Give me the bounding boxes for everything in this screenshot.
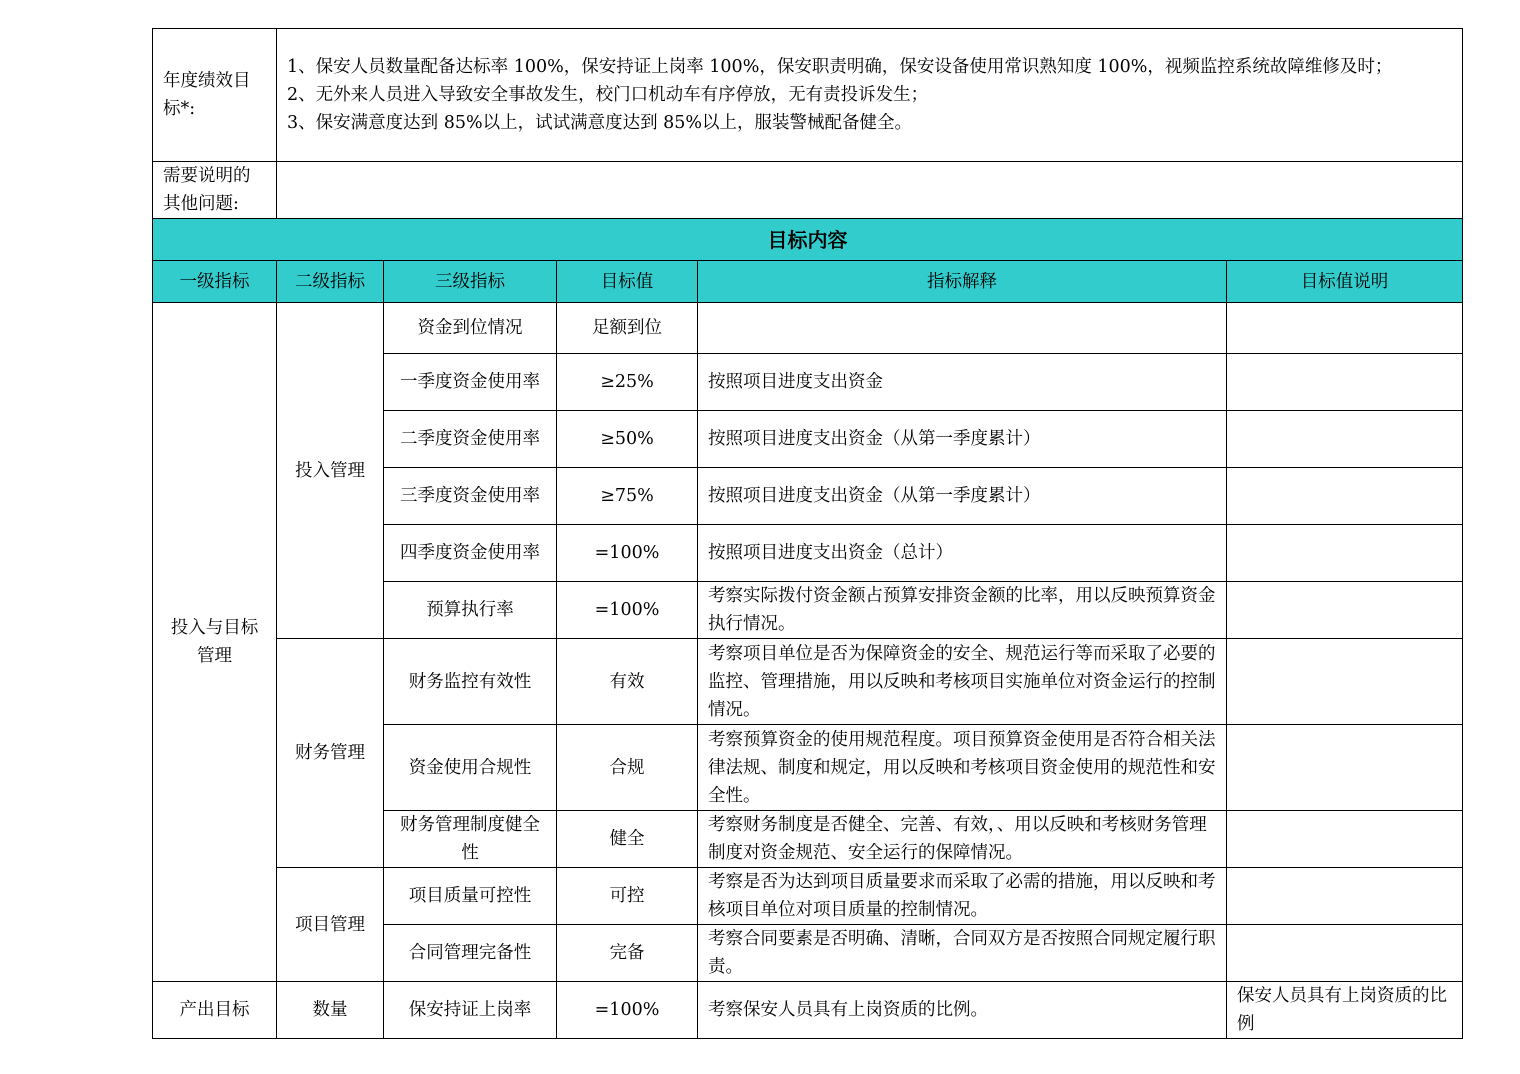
level2-input-management: 投入管理 (277, 303, 384, 639)
note-cell (1227, 468, 1463, 525)
target-cell: ≥25% (557, 354, 698, 411)
target-cell: ≥50% (557, 411, 698, 468)
explain-cell: 按照项目进度支出资金（从第一季度累计） (698, 468, 1227, 525)
annual-goal-line: 2、无外来人员进入导致安全事故发生，校门口机动车有序停放，无有责投诉发生； (287, 85, 929, 105)
target-cell: =100% (557, 525, 698, 582)
explain-cell: 按照项目进度支出资金 (698, 354, 1227, 411)
header-note: 目标值说明 (1227, 261, 1463, 303)
level3-cell: 保安持证上岗率 (384, 982, 557, 1039)
section-title: 目标内容 (153, 219, 1463, 261)
annual-goal-value (277, 29, 1463, 162)
note-cell (1227, 354, 1463, 411)
level3-cell: 一季度资金使用率 (384, 354, 557, 411)
explain-cell: 考察预算资金的使用规范程度。项目预算资金使用是否符合相关法律法规、制度和规定，用以反映和考核项目资金使用的规范性和安全性。 (698, 725, 1227, 811)
note-cell: 保安人员具有上岗资质的比例 (1227, 982, 1463, 1039)
target-cell: 合规 (557, 725, 698, 811)
level2-project-management: 项目管理 (277, 868, 384, 982)
other-issues-label: 需要说明的其他问题: (153, 162, 277, 219)
level2-finance-management: 财务管理 (277, 639, 384, 868)
level3-cell: 资金到位情况 (384, 303, 557, 354)
note-cell (1227, 411, 1463, 468)
explain-cell: 考察项目单位是否为保障资金的安全、规范运行等而采取了必要的监控、管理措施，用以反映和考核项目实施单位对资金运行的控制情况。 (698, 639, 1227, 725)
explain-cell: 考察是否为达到项目质量要求而采取了必需的措施，用以反映和考核项目单位对项目质量的控制情况。 (698, 868, 1227, 925)
performance-goal-table (152, 28, 1463, 1039)
target-cell: 完备 (557, 925, 698, 982)
header-level3: 三级指标 (384, 261, 557, 303)
level3-cell: 三季度资金使用率 (384, 468, 557, 525)
header-explain: 指标解释 (698, 261, 1227, 303)
explain-cell: 按照项目进度支出资金（从第一季度累计） (698, 411, 1227, 468)
document-page (152, 28, 1462, 1039)
annual-goal-line: 3、保安满意度达到 85%以上，试试满意度达到 85%以上，服装警械配备健全。 (287, 113, 913, 133)
annual-goal-label: 年度绩效目标*: (153, 29, 277, 162)
explain-cell (698, 303, 1227, 354)
explain-cell: 考察保安人员具有上岗资质的比例。 (698, 982, 1227, 1039)
explain-cell: 考察合同要素是否明确、清晰，合同双方是否按照合同规定履行职责。 (698, 925, 1227, 982)
level3-cell: 合同管理完备性 (384, 925, 557, 982)
note-cell (1227, 811, 1463, 868)
level3-cell: 二季度资金使用率 (384, 411, 557, 468)
note-cell (1227, 639, 1463, 725)
target-cell: =100% (557, 982, 698, 1039)
level3-cell: 财务管理制度健全性 (384, 811, 557, 868)
level3-cell: 四季度资金使用率 (384, 525, 557, 582)
level3-cell: 项目质量可控性 (384, 868, 557, 925)
annual-goal-line: 1、保安人员数量配备达标率 100%，保安持证上岗率 100%，保安职责明确，保安设备使用常识熟知度 100%，视频监控系统故障维修及时； (287, 57, 1393, 77)
header-level2: 二级指标 (277, 261, 384, 303)
note-cell (1227, 303, 1463, 354)
level3-cell: 财务监控有效性 (384, 639, 557, 725)
level3-cell: 资金使用合规性 (384, 725, 557, 811)
target-cell: 可控 (557, 868, 698, 925)
note-cell (1227, 868, 1463, 925)
explain-cell: 考察实际拨付资金额占预算安排资金额的比率，用以反映预算资金执行情况。 (698, 582, 1227, 639)
level1-output-goal: 产出目标 (153, 982, 277, 1039)
level1-input-management: 投入与目标管理 (153, 303, 277, 982)
target-cell: 健全 (557, 811, 698, 868)
explain-cell: 按照项目进度支出资金（总计） (698, 525, 1227, 582)
level3-cell: 预算执行率 (384, 582, 557, 639)
target-cell: 足额到位 (557, 303, 698, 354)
level2-quantity: 数量 (277, 982, 384, 1039)
header-level1: 一级指标 (153, 261, 277, 303)
note-cell (1227, 582, 1463, 639)
target-cell: =100% (557, 582, 698, 639)
note-cell (1227, 725, 1463, 811)
header-target: 目标值 (557, 261, 698, 303)
target-cell: 有效 (557, 639, 698, 725)
note-cell (1227, 925, 1463, 982)
target-cell: ≥75% (557, 468, 698, 525)
note-cell (1227, 525, 1463, 582)
explain-cell: 考察财务制度是否健全、完善、有效，、用以反映和考核财务管理制度对资金规范、安全运行的保障情况。 (698, 811, 1227, 868)
other-issues-value (277, 162, 1463, 219)
